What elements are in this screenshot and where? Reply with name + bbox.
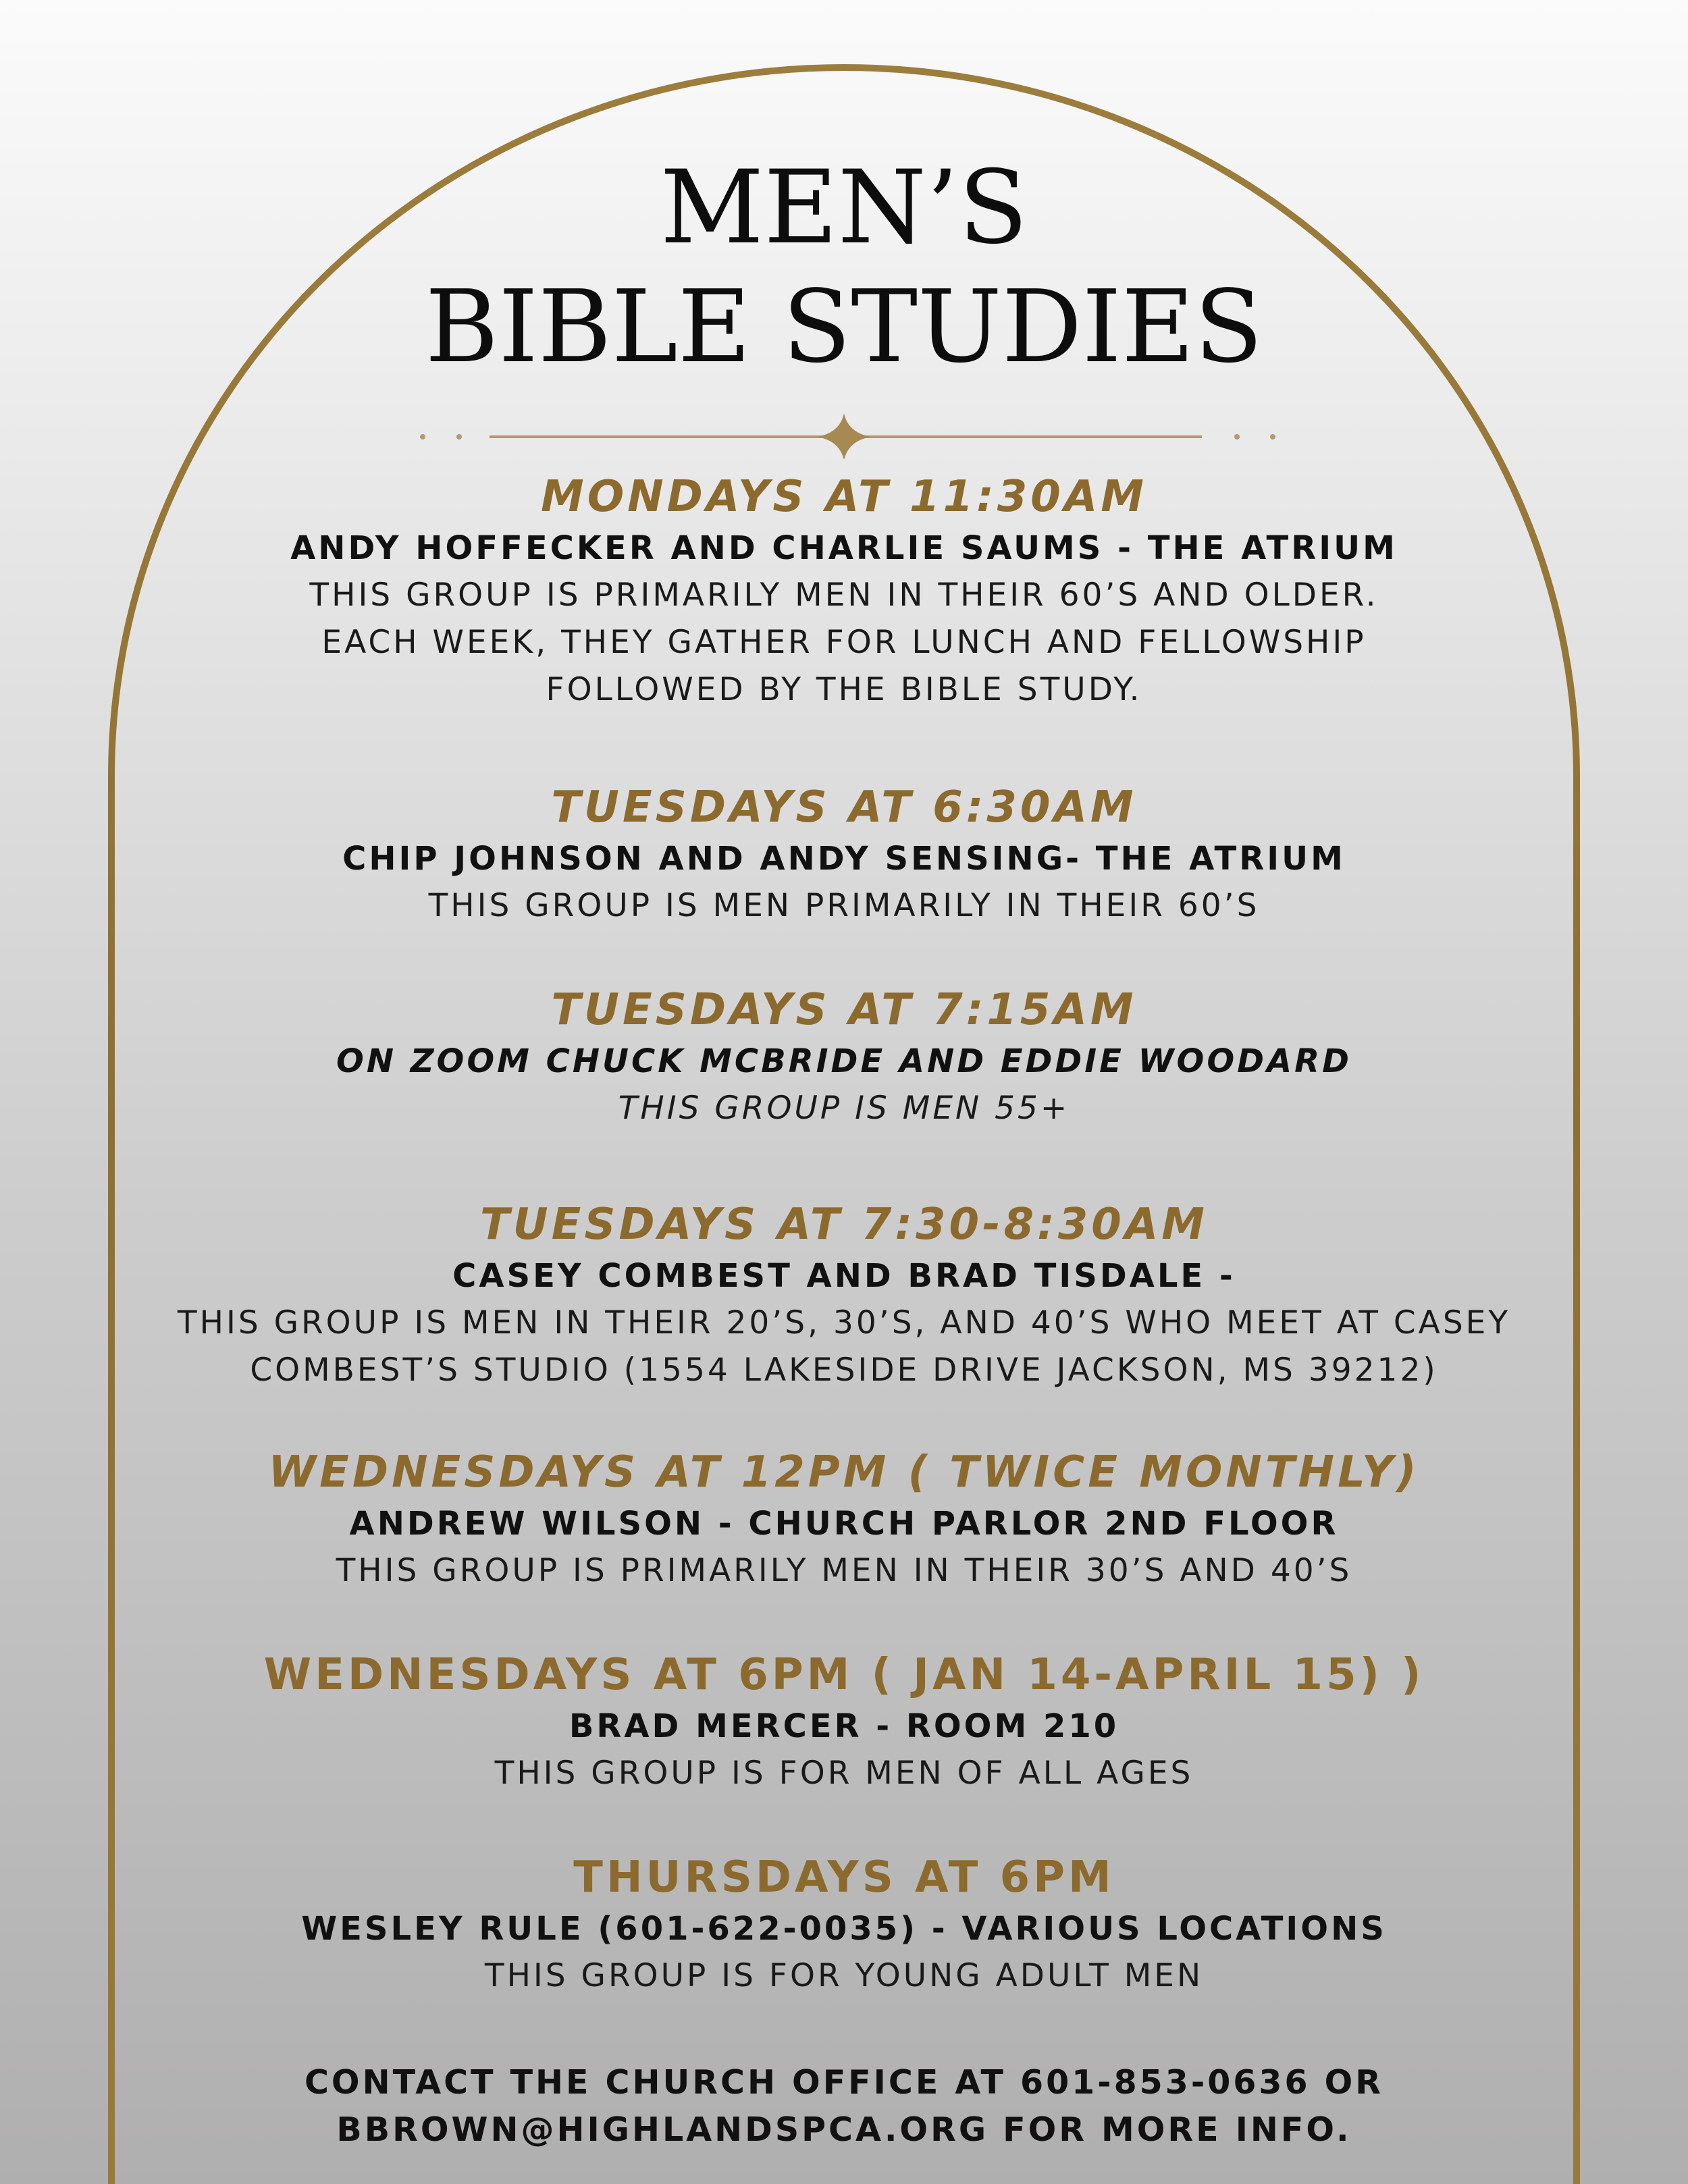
page-title-line2: BIBLE STUDIES (425, 269, 1263, 385)
session-day: WEDNESDAYS AT 6PM ( JAN 14-APRIL 15) ) (263, 1650, 1425, 1700)
session-wednesday-6pm (101, 1647, 1587, 1797)
session-description: THIS GROUP IS PRIMARILY MEN IN THEIR 30’S AND 40’S (336, 1552, 1352, 1589)
session-description: THIS GROUP IS MEN 55+ (618, 1090, 1070, 1127)
session-description: EACH WEEK, THEY GATHER FOR LUNCH AND FELLOWSHIP (321, 624, 1367, 661)
session-description: THIS GROUP IS FOR MEN OF ALL AGES (494, 1755, 1194, 1792)
session-leader: WESLEY RULE (601-622-0035) - VARIOUS LOCATIONS (301, 1910, 1387, 1948)
session-leader: ANDREW WILSON - CHURCH PARLOR 2ND FLOOR (349, 1505, 1339, 1543)
session-description: FOLLOWED BY THE BIBLE STUDY. (546, 671, 1142, 708)
session-leader: CHIP JOHNSON AND ANDY SENSING- THE ATRIUM (342, 840, 1346, 878)
session-monday (101, 469, 1587, 714)
session-leader: CASEY COMBEST AND BRAD TISDALE - (452, 1257, 1236, 1295)
page-title-line1: MEN’S (660, 149, 1028, 267)
contact-info (101, 2059, 1587, 2154)
session-tuesday-630 (101, 780, 1587, 930)
session-leader: BRAD MERCER - ROOM 210 (569, 1707, 1119, 1745)
session-tuesday-715 (101, 982, 1587, 1132)
session-description: THIS GROUP IS PRIMARILY MEN IN THEIR 60’S AND OLDER. (309, 577, 1379, 614)
session-day: TUESDAYS AT 6:30AM (551, 782, 1137, 832)
session-thursday (101, 1850, 1587, 2000)
session-leader: ON ZOOM CHUCK MCBRIDE AND EDDIE WOODARD (336, 1042, 1352, 1080)
session-day: TUESDAYS AT 7:30-8:30AM (480, 1200, 1208, 1250)
session-day: TUESDAYS AT 7:15AM (551, 985, 1137, 1035)
contact-line: BBROWN@HIGHLANDSPCA.ORG FOR MORE INFO. (336, 2110, 1352, 2149)
session-day: THURSDAYS AT 6PM (573, 1853, 1115, 1902)
session-description: THIS GROUP IS MEN IN THEIR 20’S, 30’S, AND 40’S WHO MEET AT CASEY (177, 1304, 1511, 1341)
session-description: THIS GROUP IS MEN PRIMARILY IN THEIR 60’S (428, 887, 1260, 924)
session-day: MONDAYS AT 11:30AM (541, 472, 1147, 522)
session-leader: ANDY HOFFECKER AND CHARLIE SAUMS - THE ATRIUM (290, 529, 1398, 567)
session-wednesday-12pm (101, 1445, 1587, 1595)
session-description: THIS GROUP IS FOR YOUNG ADULT MEN (484, 1957, 1204, 1994)
session-day: WEDNESDAYS AT 12PM ( TWICE MONTHLY) (268, 1447, 1420, 1497)
ornamental-divider (405, 412, 1283, 459)
session-tuesday-730 (101, 1197, 1587, 1394)
contact-line: CONTACT THE CHURCH OFFICE AT 601-853-0636 OR (304, 2063, 1384, 2102)
session-description: COMBEST’S STUDIO (1554 LAKESIDE DRIVE JACKSON, MS 39212) (250, 1352, 1438, 1389)
